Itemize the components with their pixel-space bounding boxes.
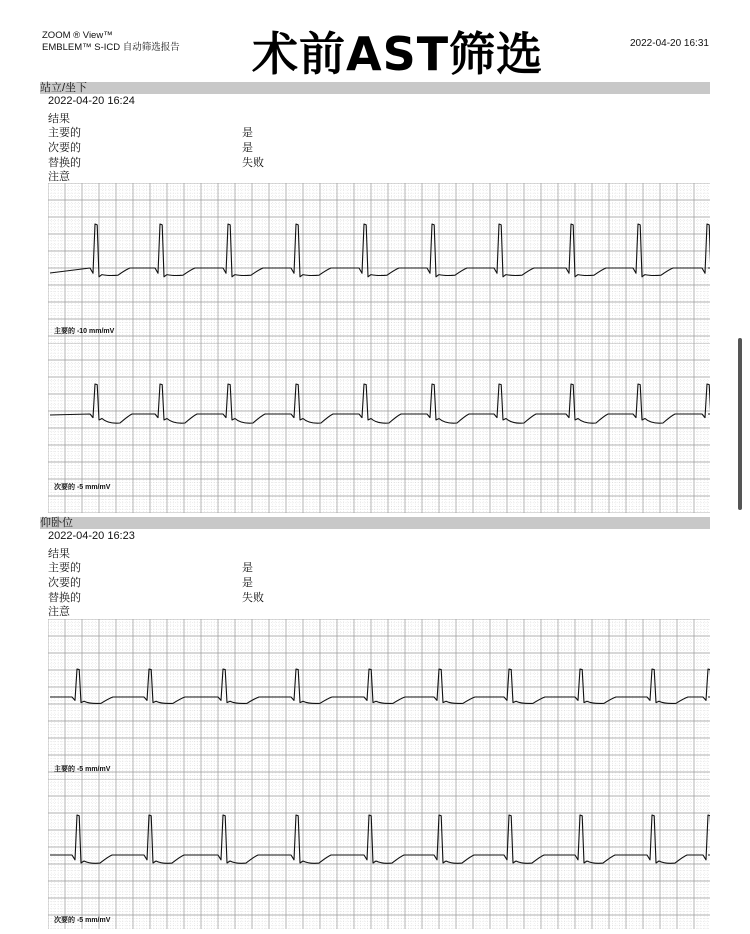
section-bar-supine [40, 517, 710, 529]
page-title: 术前AST筛选 [252, 27, 544, 81]
alternate-label: 替换的 [48, 592, 81, 604]
results-label: 结果 [48, 113, 70, 125]
notes-label: 注意 [48, 171, 70, 183]
secondary-label: 次要的 [48, 142, 81, 154]
section-bar-standing [40, 82, 710, 94]
report-header-info [42, 30, 180, 54]
secondary-value: 是 [242, 142, 253, 154]
ecg-trace [48, 183, 710, 343]
alternate-label: 替换的 [48, 157, 81, 169]
section-title-standing: 站立/坐下 [40, 82, 88, 94]
device-report-name: EMBLEM™ S-ICD 自动筛选报告 [42, 42, 180, 53]
gain-label: 主要的 -5 mm/mV [54, 766, 111, 773]
primary-value: 是 [242, 562, 253, 574]
secondary-value: 是 [242, 577, 253, 589]
ecg-strip-supine-primary [48, 619, 710, 779]
primary-label: 主要的 [48, 562, 81, 574]
ecg-trace [48, 343, 710, 513]
results-label: 结果 [48, 548, 70, 560]
ecg-trace [48, 779, 710, 929]
alternate-value: 失败 [242, 157, 264, 169]
gain-label: 次要的 -5 mm/mV [54, 484, 111, 491]
ecg-strip-supine-secondary [48, 779, 710, 929]
ecg-strip-standing-primary [48, 183, 710, 343]
ecg-trace [48, 619, 710, 779]
primary-label: 主要的 [48, 127, 81, 139]
vertical-scrollbar[interactable] [738, 338, 742, 510]
section-timestamp: 2022-04-20 16:23 [48, 530, 135, 542]
alternate-value: 失败 [242, 592, 264, 604]
primary-value: 是 [242, 127, 253, 139]
section-timestamp: 2022-04-20 16:24 [48, 95, 135, 107]
report-datetime: 2022-04-20 16:31 [630, 38, 709, 49]
ecg-strip-standing-secondary [48, 343, 710, 513]
notes-label: 注意 [48, 606, 70, 618]
product-name: ZOOM ® View™ [42, 30, 113, 41]
secondary-label: 次要的 [48, 577, 81, 589]
gain-label: 次要的 -5 mm/mV [54, 917, 111, 924]
section-title-supine: 仰卧位 [40, 517, 73, 529]
gain-label: 主要的 -10 mm/mV [54, 328, 115, 335]
